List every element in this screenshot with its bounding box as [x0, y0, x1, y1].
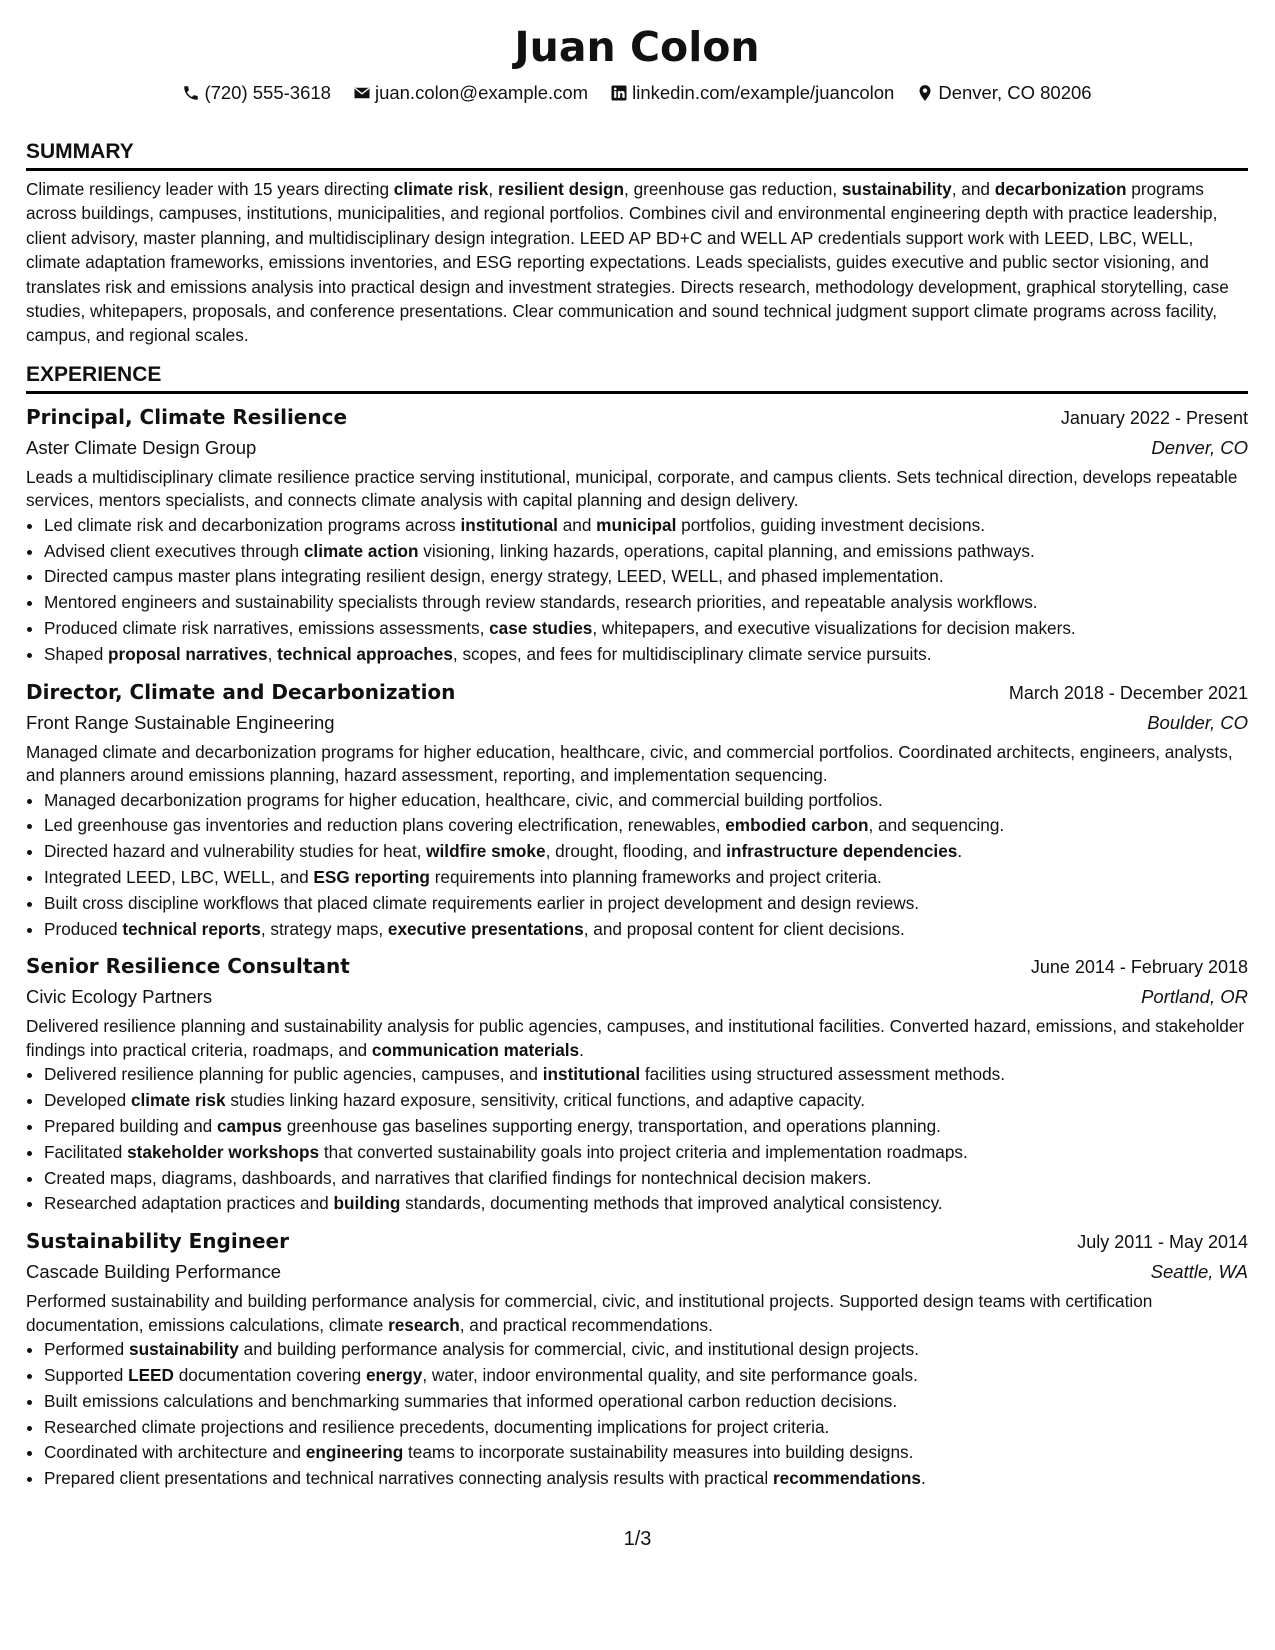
job-bullet [44, 917, 1248, 943]
text-run: Produced climate risk narratives, emissions assessments, [44, 618, 490, 639]
text-run: Prepared client presentations and technical narratives connecting analysis results with practical [44, 1468, 773, 1489]
text-run: , whitepapers, and executive visualizations for decision makers. [592, 618, 1076, 639]
job-bullet [44, 590, 1248, 616]
text-run: Performed [44, 1339, 130, 1360]
page-number: 1/3 [623, 1528, 652, 1550]
contact-bar [26, 78, 1248, 108]
job-bullet [44, 788, 1248, 814]
job-title: Director, Climate and Decarbonization [26, 679, 456, 704]
text-run: and building performance analysis for commercial, civic, and institutional design projects. [238, 1339, 920, 1360]
job-entry [26, 951, 1248, 1217]
text-run: , water, indoor environmental quality, and site performance goals. [422, 1364, 918, 1385]
job-location: Boulder, CO [1147, 711, 1248, 733]
job-company: Civic Ecology Partners [26, 986, 213, 1008]
bold-phrase: wildfire smoke [426, 841, 546, 862]
text-run: Built cross discipline workflows that placed climate requirements earlier in project development and design reviews. [44, 892, 920, 913]
candidate-name: Juan Colon [514, 23, 760, 71]
text-run: Advised client executives through [44, 540, 304, 561]
text-run: , drought, flooding, and [545, 841, 727, 862]
job-bullets [26, 513, 1248, 668]
bold-phrase: energy [365, 1364, 423, 1385]
job-entry [26, 1226, 1248, 1492]
text-run: requirements into planning frameworks and project criteria. [429, 867, 882, 888]
text-run: , and [951, 179, 995, 199]
text-run: Managed climate and decarbonization programs for higher education, healthcare, civic, and commercial portfolios. Coordinated architects, engineers, analysts, and planners around emissions planning, hazard assessment, reporting, and implementation sequencing. [26, 741, 1233, 786]
text-run: . [579, 1039, 584, 1060]
job-company-row [26, 708, 1248, 738]
bold-phrase: stakeholder workshops [127, 1141, 320, 1162]
job-bullet [44, 1466, 1248, 1492]
job-bullet [44, 1191, 1248, 1217]
job-header-row [26, 677, 1248, 708]
text-run: that converted sustainability goals into project criteria and implementation roadmaps. [319, 1141, 968, 1162]
job-bullet [44, 539, 1248, 565]
job-bullets [26, 1337, 1248, 1492]
job-bullet [44, 865, 1248, 891]
text-run: Researched adaptation practices and [44, 1193, 334, 1214]
envelope-icon [353, 84, 371, 102]
experience-list [26, 402, 1248, 1492]
job-bullet [44, 513, 1248, 539]
job-bullet [44, 1389, 1248, 1415]
bold-phrase: municipal [596, 514, 677, 535]
text-run: Led climate risk and decarbonization programs across [44, 514, 461, 535]
text-run: Delivered resilience planning for public agencies, campuses, and [44, 1064, 543, 1085]
bold-phrase: research [388, 1314, 460, 1335]
bold-phrase: resilient design [497, 179, 625, 199]
job-company-row [26, 1257, 1248, 1287]
map-pin-icon [916, 84, 934, 102]
text-run: Integrated LEED, LBC, WELL, and [44, 867, 314, 888]
contact-phone [182, 82, 331, 104]
phone-icon [182, 84, 200, 102]
text-run: programs across buildings, campuses, institutions, municipalities, and regional portfolios. Combines civil and environmental engineering depth with practice leadership, client advisory, master planning, and multidisciplinary design integration. LEED AP BD+C and WELL AP credentials support work with LEED, LBC, WELL, climate adaptation frameworks, emissions inventories, and ESG reporting expectations. Leads specialists, guides executive and public sector visioning, and translates risk and emissions analysis into practical design and investment strategies. Directs research, methodology development, graphical storytelling, case studies, whitepapers, proposals, and conference presentations. Clear communication and sound technical judgment support climate programs across facility, campus, and regional scales. [26, 179, 1229, 346]
job-description [26, 466, 1248, 513]
job-header-row [26, 402, 1248, 433]
text-run: standards, documenting methods that improved analytical consistency. [400, 1193, 943, 1214]
job-entry [26, 402, 1248, 668]
text-run: , and proposal content for client decisions. [583, 918, 905, 939]
bold-phrase: institutional [542, 1064, 641, 1085]
text-run: Researched climate projections and resilience precedents, documenting implications for project criteria. [44, 1416, 830, 1437]
bold-phrase: case studies [489, 618, 593, 639]
job-description [26, 1015, 1248, 1062]
job-location: Denver, CO [1151, 436, 1248, 458]
text-run: Directed campus master plans integrating resilient design, energy strategy, LEED, WELL, and phased implementation. [44, 566, 944, 587]
job-dates: July 2011 - May 2014 [1077, 1232, 1248, 1253]
contact-email[interactable] [353, 82, 588, 104]
text-run: Prepared building and [44, 1116, 217, 1136]
text-run: , [488, 179, 498, 199]
bold-phrase: embodied carbon [725, 815, 869, 836]
bold-phrase: climate risk [130, 1090, 226, 1111]
text-run: Facilitated [44, 1141, 128, 1162]
text-run: Directed hazard and vulnerability studies for heat, [44, 841, 427, 862]
experience-heading: EXPERIENCE [26, 363, 1248, 394]
text-run: , and practical recommendations. [459, 1314, 713, 1335]
job-bullet [44, 1062, 1248, 1088]
job-bullet [44, 1166, 1248, 1192]
bold-phrase: campus [216, 1116, 282, 1136]
summary-text [26, 177, 1248, 348]
contact-location [916, 82, 1091, 104]
bold-phrase: climate risk [393, 179, 489, 199]
summary-heading: SUMMARY [26, 140, 1248, 171]
job-company-row [26, 982, 1248, 1012]
text-run: Managed decarbonization programs for higher education, healthcare, civic, and commercial building portfolios. [44, 789, 883, 810]
text-run: Leads a multidisciplinary climate resilience practice serving institutional, municipal, corporate, and campus clients. Sets technical direction, develops repeatable services, mentors specialists, and connects climate analysis with capital planning and design delivery. [26, 466, 1238, 511]
job-bullet [44, 564, 1248, 590]
text-run: , [267, 643, 278, 664]
job-bullet [44, 1114, 1248, 1140]
email-text: juan.colon@example.com [374, 82, 589, 103]
contact-linkedin[interactable] [610, 82, 894, 104]
text-run: documentation covering [173, 1364, 366, 1385]
text-run: facilities using structured assessment methods. [640, 1064, 1006, 1085]
bold-phrase: LEED [128, 1364, 174, 1385]
job-description [26, 1290, 1248, 1337]
text-run: portfolios, guiding investment decisions. [676, 514, 985, 535]
text-run: Built emissions calculations and benchmarking summaries that informed operational carbon reduction decisions. [44, 1390, 898, 1411]
job-header-row [26, 1226, 1248, 1257]
job-bullet [44, 1440, 1248, 1466]
job-company-row [26, 433, 1248, 463]
phone-text: (720) 555-3618 [204, 82, 331, 103]
bold-phrase: engineering [305, 1442, 404, 1463]
linkedin-icon [610, 84, 628, 102]
text-run: Shaped [44, 643, 109, 664]
job-title: Senior Resilience Consultant [26, 954, 350, 979]
bold-phrase: decarbonization [994, 179, 1127, 199]
job-company: Front Range Sustainable Engineering [26, 711, 335, 733]
text-run: Climate resiliency leader with 15 years directing [26, 179, 394, 199]
text-run: and [557, 514, 597, 535]
job-location: Seattle, WA [1150, 1261, 1248, 1283]
linkedin-text: linkedin.com/example/juancolon [632, 82, 895, 103]
text-run: visioning, linking hazards, operations, capital planning, and emissions pathways. [418, 540, 1035, 561]
job-location: Portland, OR [1141, 986, 1248, 1008]
job-bullets [26, 1062, 1248, 1217]
text-run: teams to incorporate sustainability measures into building designs. [403, 1442, 914, 1463]
text-run: , and sequencing. [868, 815, 1005, 836]
job-bullet [44, 1415, 1248, 1441]
job-company: Aster Climate Design Group [26, 436, 257, 458]
job-bullet [44, 839, 1248, 865]
bold-phrase: technical reports [122, 918, 261, 939]
bold-phrase: climate action [303, 540, 419, 561]
job-bullet [44, 1363, 1248, 1389]
text-run: Delivered resilience planning and sustainability analysis for public agencies, campuses, and institutional facilities. Converted hazard, emissions, and stakeholder findings into practical criteria, roadmaps, and [26, 1016, 1245, 1060]
job-bullet [44, 1088, 1248, 1114]
job-dates: June 2014 - February 2018 [1030, 957, 1248, 978]
text-run: greenhouse gas baselines supporting energy, transportation, and operations planning. [281, 1116, 941, 1136]
job-title: Principal, Climate Resilience [26, 404, 348, 429]
text-run: Performed sustainability and building performance analysis for commercial, civic, and institutional projects. Supported design teams with certification documentation, emissions calculations, climate [26, 1291, 1153, 1335]
job-company: Cascade Building Performance [26, 1261, 282, 1283]
job-bullet [44, 813, 1248, 839]
bold-phrase: proposal narratives [108, 643, 268, 664]
bold-phrase: infrastructure dependencies [726, 841, 958, 862]
job-bullet [44, 891, 1248, 917]
job-bullet [44, 616, 1248, 642]
job-bullet [44, 1140, 1248, 1166]
text-run: Produced [44, 918, 123, 939]
text-run: Mentored engineers and sustainability specialists through review standards, research priorities, and repeatable analysis workflows. [44, 592, 1038, 613]
bold-phrase: institutional [460, 514, 558, 535]
text-run: , strategy maps, [260, 918, 388, 939]
text-run: . [921, 1468, 926, 1489]
bold-phrase: executive presentations [387, 918, 584, 939]
job-title: Sustainability Engineer [26, 1229, 289, 1254]
bold-phrase: technical approaches [277, 643, 453, 664]
job-entry [26, 677, 1248, 943]
job-header-row [26, 951, 1248, 982]
bold-phrase: sustainability [841, 179, 952, 199]
text-run: Coordinated with architecture and [44, 1442, 306, 1463]
job-bullets [26, 788, 1248, 943]
text-run: Created maps, diagrams, dashboards, and narratives that clarified findings for nontechnical decision makers. [44, 1167, 872, 1188]
text-run: , scopes, and fees for multidisciplinary climate service pursuits. [452, 643, 932, 664]
job-description [26, 741, 1248, 788]
bold-phrase: communication materials [371, 1039, 580, 1060]
text-run: Developed [44, 1090, 131, 1111]
text-run: Led greenhouse gas inventories and reduction plans covering electrification, renewables, [44, 815, 726, 836]
job-dates: March 2018 - December 2021 [1008, 682, 1248, 703]
text-run: . [957, 841, 963, 862]
bold-phrase: building [333, 1193, 401, 1214]
job-bullet [44, 1337, 1248, 1363]
text-run: Supported [44, 1364, 129, 1385]
bold-phrase: ESG reporting [313, 867, 430, 888]
job-bullet [44, 642, 1248, 668]
bold-phrase: recommendations [772, 1468, 921, 1489]
job-dates: January 2022 - Present [1060, 407, 1248, 428]
text-run: studies linking hazard exposure, sensitivity, critical functions, and adaptive capacity. [225, 1090, 865, 1111]
text-run: , greenhouse gas reduction, [624, 179, 842, 199]
bold-phrase: sustainability [129, 1339, 239, 1360]
location-text: Denver, CO 80206 [938, 82, 1092, 103]
resume-page [26, 18, 1248, 1492]
